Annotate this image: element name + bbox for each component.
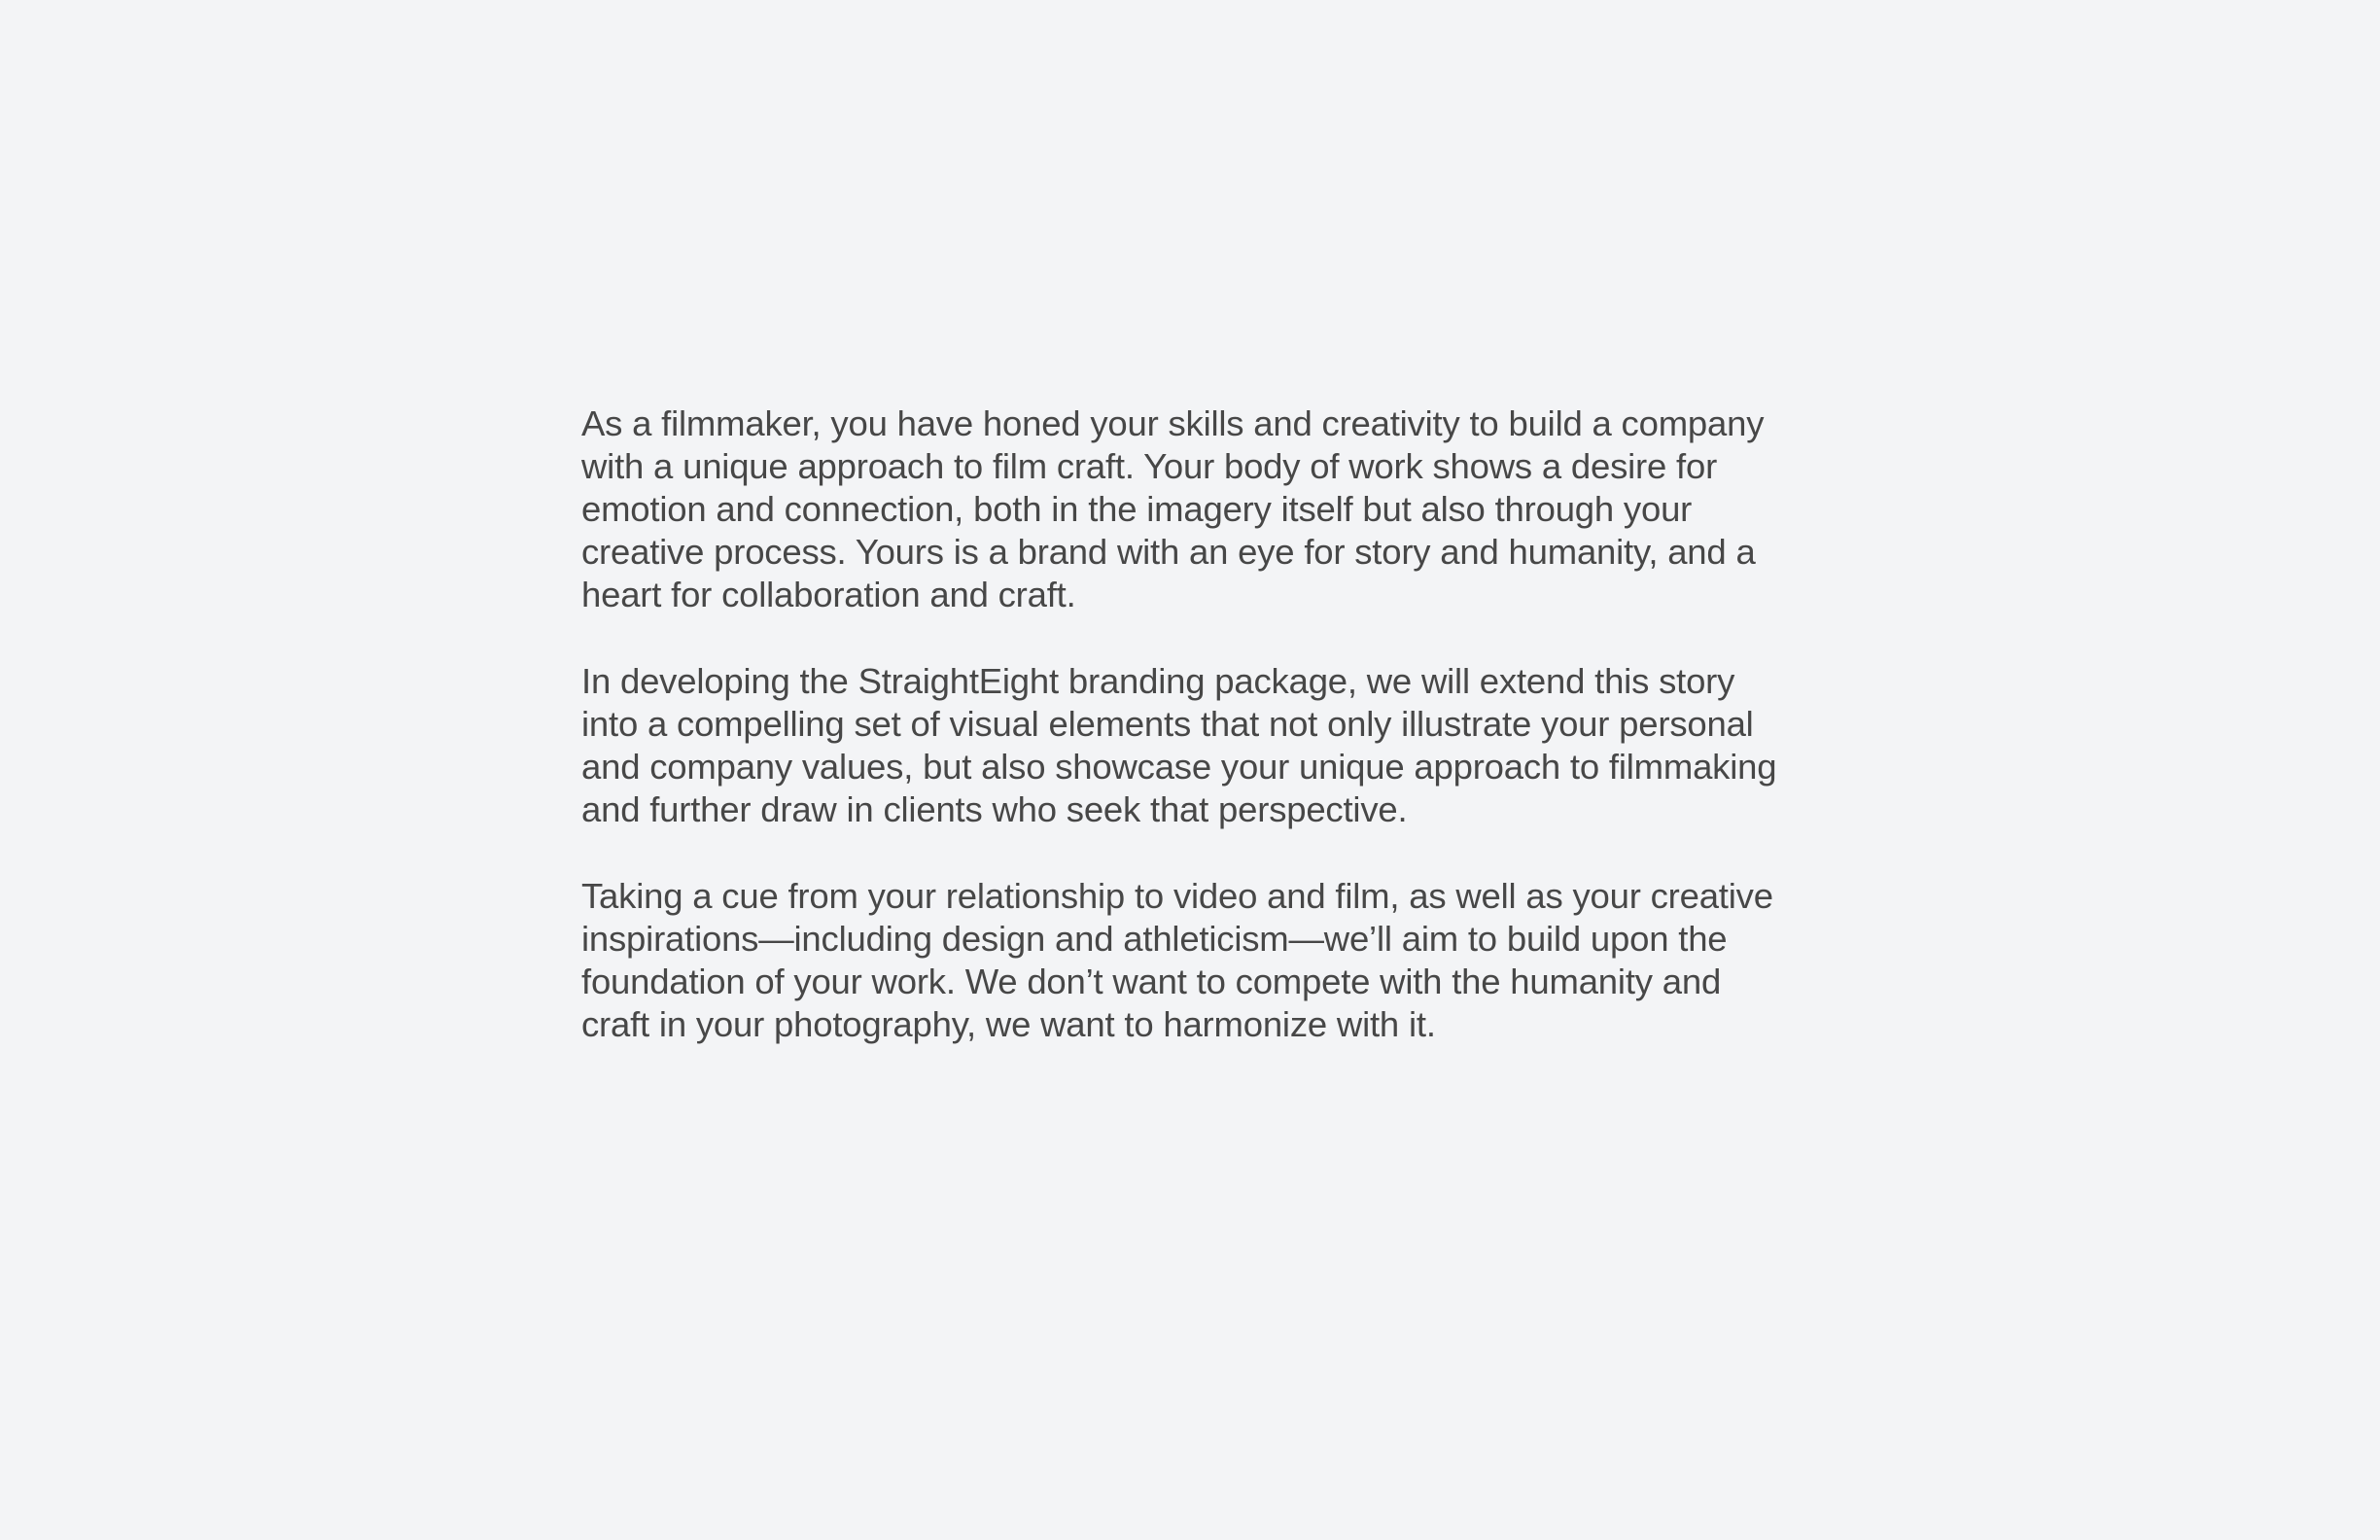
paragraph-approach — [581, 875, 1787, 1046]
paragraph-line: inspirations—including design and athleticism—we’ll aim to build upon the — [581, 919, 1728, 959]
paragraph-line: into a compelling set of visual elements that not only illustrate your personal — [581, 704, 1754, 744]
document-body — [581, 402, 1787, 1090]
paragraph-line: foundation of your work. We don’t want to compete with the humanity and — [581, 962, 1722, 1001]
paragraph-line: and company values, but also showcase your unique approach to filmmaking — [581, 747, 1777, 787]
paragraph-intro — [581, 402, 1787, 616]
paragraph-branding — [581, 660, 1787, 831]
paragraph-line: Taking a cue from your relationship to video and film, as well as your creative — [581, 876, 1773, 916]
paragraph-line: emotion and connection, both in the imagery itself but also through your — [581, 489, 1693, 529]
paragraph-line: heart for collaboration and craft. — [581, 575, 1076, 614]
paragraph-line: creative process. Yours is a brand with an eye for story and humanity, and a — [581, 532, 1756, 572]
paragraph-line: In developing the StraightEight branding package, we will extend this story — [581, 661, 1735, 701]
paragraph-line: and further draw in clients who seek that perspective. — [581, 789, 1408, 829]
paragraph-line: with a unique approach to film craft. Your body of work shows a desire for — [581, 446, 1718, 486]
paragraph-line: As a filmmaker, you have honed your skills and creativity to build a company — [581, 403, 1765, 443]
paragraph-line: craft in your photography, we want to harmonize with it. — [581, 1004, 1436, 1044]
